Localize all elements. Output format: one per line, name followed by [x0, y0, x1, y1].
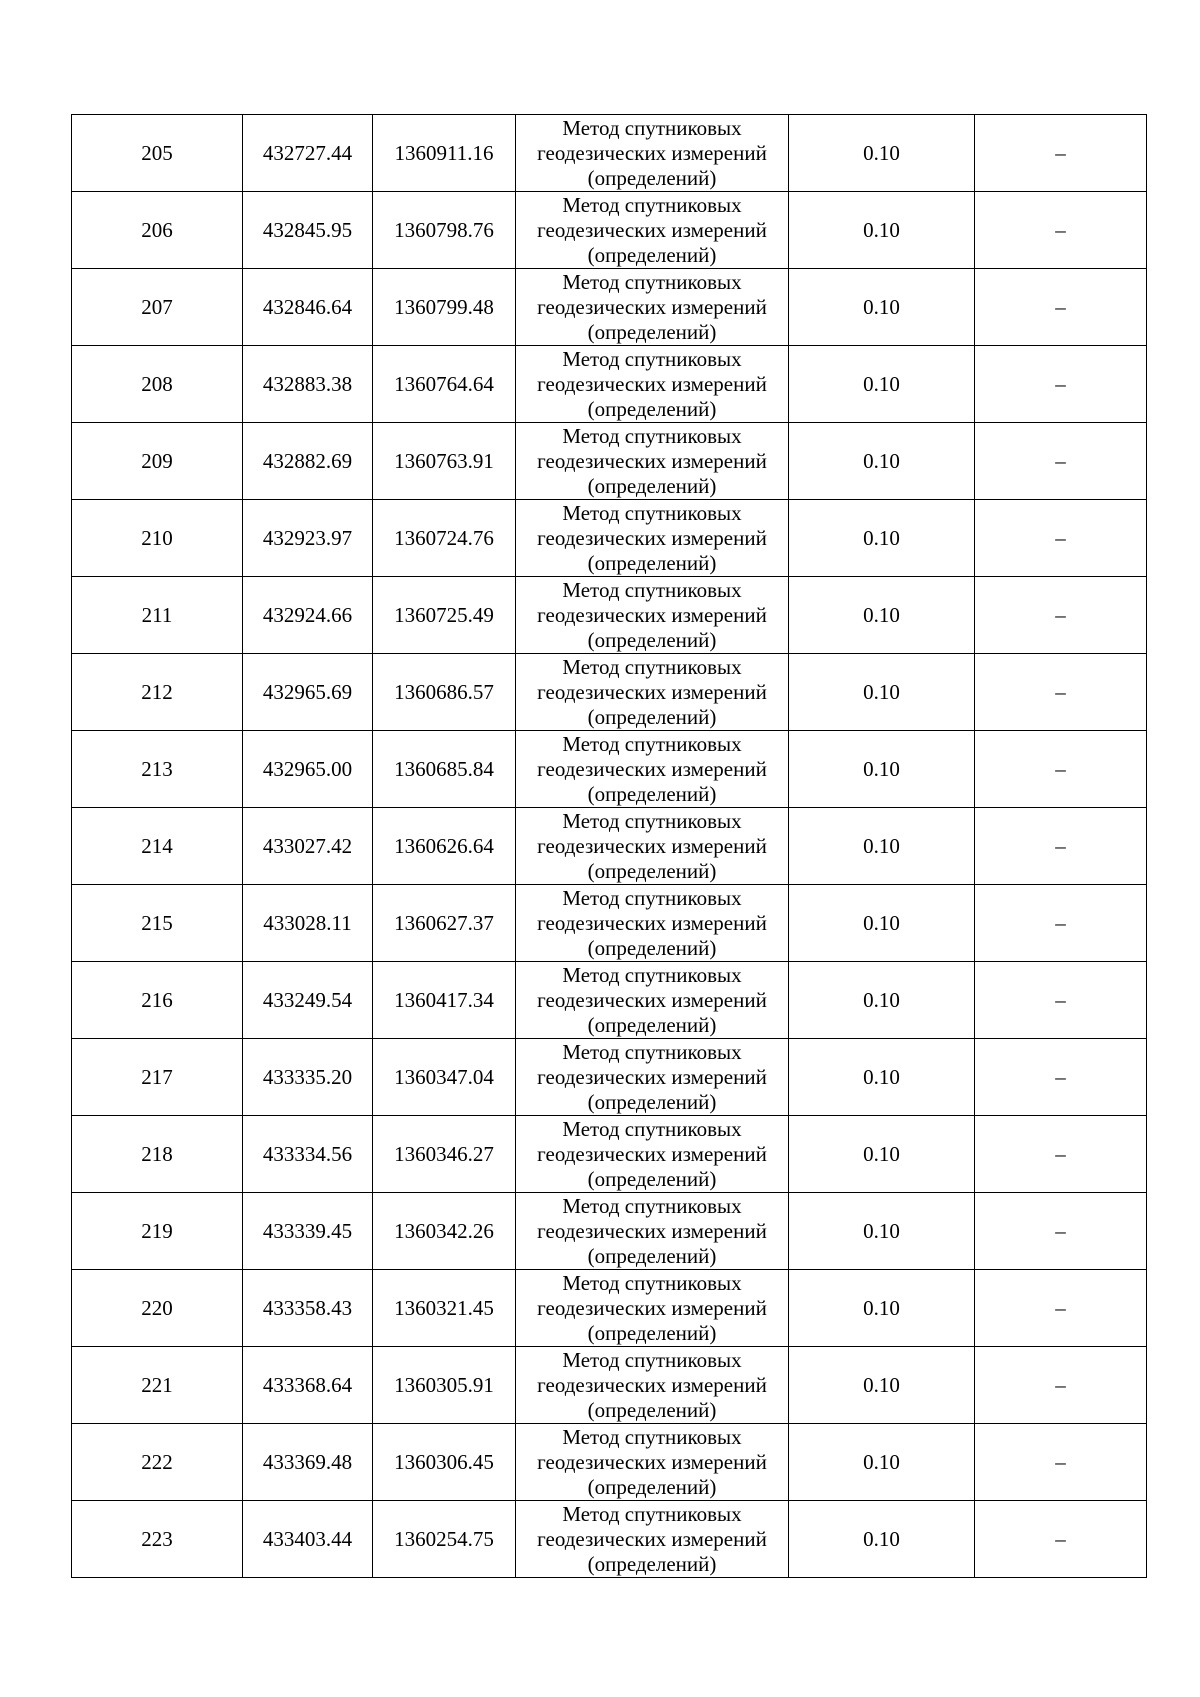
accuracy-text: 0.10 [863, 525, 900, 550]
point-number-cell [72, 885, 243, 962]
method-cell [516, 1347, 789, 1424]
accuracy-cell [789, 1501, 975, 1578]
x-coordinate-text: 432965.00 [262, 756, 353, 781]
y-coordinate-cell [373, 731, 516, 808]
y-coordinate-cell [373, 1039, 516, 1116]
accuracy-text: 0.10 [863, 1218, 900, 1243]
x-coordinate-text: 432846.64 [262, 294, 353, 319]
method-cell [516, 1193, 789, 1270]
table-row [72, 346, 1147, 423]
description-text: – [1055, 140, 1066, 165]
accuracy-cell [789, 1039, 975, 1116]
point-number-cell [72, 500, 243, 577]
y-coordinate-cell [373, 115, 516, 192]
x-coordinate-text: 433334.56 [262, 1141, 353, 1166]
y-coordinate-text: 1360724.76 [394, 525, 494, 550]
method-text: Метод спутниковых геодезических измерений (определений) [537, 1424, 767, 1499]
point-number-cell [72, 731, 243, 808]
accuracy-text: 0.10 [863, 756, 900, 781]
y-coordinate-text: 1360799.48 [394, 294, 494, 319]
method-cell [516, 808, 789, 885]
point-number-cell [72, 962, 243, 1039]
method-cell [516, 1424, 789, 1501]
accuracy-text: 0.10 [863, 294, 900, 319]
method-text: Метод спутниковых геодезических измерений (определений) [537, 500, 767, 575]
method-text: Метод спутниковых геодезических измерений (определений) [537, 1347, 767, 1422]
point-number-text: 217 [141, 1064, 173, 1089]
method-cell [516, 269, 789, 346]
accuracy-text: 0.10 [863, 1064, 900, 1089]
accuracy-cell [789, 654, 975, 731]
x-coordinate-cell [243, 115, 373, 192]
y-coordinate-text: 1360911.16 [394, 140, 494, 165]
y-coordinate-text: 1360306.45 [394, 1449, 494, 1474]
y-coordinate-text: 1360321.45 [394, 1295, 494, 1320]
point-number-text: 216 [141, 987, 173, 1012]
x-coordinate-text: 432965.69 [262, 679, 353, 704]
point-number-text: 215 [141, 910, 173, 935]
method-text: Метод спутниковых геодезических измерений (определений) [537, 346, 767, 421]
x-coordinate-cell [243, 962, 373, 1039]
accuracy-cell [789, 346, 975, 423]
description-text: – [1055, 1218, 1066, 1243]
accuracy-cell [789, 115, 975, 192]
description-text: – [1055, 833, 1066, 858]
table-row [72, 808, 1147, 885]
method-cell [516, 500, 789, 577]
accuracy-text: 0.10 [863, 448, 900, 473]
point-number-cell [72, 423, 243, 500]
point-number-text: 211 [141, 602, 173, 627]
description-text: – [1055, 1449, 1066, 1474]
table-row [72, 885, 1147, 962]
x-coordinate-text: 432924.66 [262, 602, 353, 627]
description-cell [975, 885, 1147, 962]
x-coordinate-text: 433249.54 [262, 987, 353, 1012]
accuracy-cell [789, 269, 975, 346]
method-text: Метод спутниковых геодезических измерений (определений) [537, 269, 767, 344]
x-coordinate-text: 433028.11 [263, 910, 352, 935]
x-coordinate-cell [243, 346, 373, 423]
method-cell [516, 1270, 789, 1347]
point-number-text: 221 [141, 1372, 173, 1397]
table-row [72, 1347, 1147, 1424]
description-text: – [1055, 987, 1066, 1012]
y-coordinate-text: 1360417.34 [394, 987, 494, 1012]
table-row [72, 962, 1147, 1039]
y-coordinate-text: 1360763.91 [394, 448, 494, 473]
point-number-cell [72, 1424, 243, 1501]
description-cell [975, 1270, 1147, 1347]
accuracy-cell [789, 1270, 975, 1347]
x-coordinate-cell [243, 654, 373, 731]
x-coordinate-cell [243, 1039, 373, 1116]
x-coordinate-text: 432883.38 [262, 371, 353, 396]
description-text: – [1055, 679, 1066, 704]
accuracy-text: 0.10 [863, 910, 900, 935]
y-coordinate-cell [373, 192, 516, 269]
method-text: Метод спутниковых геодезических измерений (определений) [537, 192, 767, 267]
point-number-text: 212 [141, 679, 173, 704]
y-coordinate-cell [373, 1424, 516, 1501]
method-text: Метод спутниковых геодезических измерений (определений) [537, 577, 767, 652]
point-number-cell [72, 1193, 243, 1270]
description-text: – [1055, 217, 1066, 242]
accuracy-cell [789, 885, 975, 962]
method-text: Метод спутниковых геодезических измерений (определений) [537, 808, 767, 883]
table-row [72, 500, 1147, 577]
method-cell [516, 1501, 789, 1578]
accuracy-text: 0.10 [863, 833, 900, 858]
accuracy-text: 0.10 [863, 140, 900, 165]
accuracy-cell [789, 808, 975, 885]
description-text: – [1055, 525, 1066, 550]
point-number-text: 223 [141, 1526, 173, 1551]
accuracy-text: 0.10 [863, 602, 900, 627]
description-cell [975, 1193, 1147, 1270]
y-coordinate-text: 1360254.75 [394, 1526, 494, 1551]
table-row [72, 1270, 1147, 1347]
description-text: – [1055, 1526, 1066, 1551]
accuracy-cell [789, 1116, 975, 1193]
method-text: Метод спутниковых геодезических измерений (определений) [537, 115, 767, 190]
table-row [72, 1116, 1147, 1193]
y-coordinate-text: 1360798.76 [394, 217, 494, 242]
accuracy-cell [789, 731, 975, 808]
point-number-cell [72, 269, 243, 346]
method-text: Метод спутниковых геодезических измерений (определений) [537, 1501, 767, 1576]
method-text: Метод спутниковых геодезических измерений (определений) [537, 1116, 767, 1191]
description-cell [975, 500, 1147, 577]
accuracy-cell [789, 577, 975, 654]
description-cell [975, 1347, 1147, 1424]
table-row [72, 731, 1147, 808]
y-coordinate-text: 1360305.91 [394, 1372, 494, 1397]
method-text: Метод спутниковых геодезических измерений (определений) [537, 1193, 767, 1268]
table-row [72, 192, 1147, 269]
x-coordinate-text: 433368.64 [262, 1372, 353, 1397]
point-number-cell [72, 1039, 243, 1116]
y-coordinate-text: 1360627.37 [394, 910, 494, 935]
table-row [72, 115, 1147, 192]
description-cell [975, 577, 1147, 654]
point-number-cell [72, 1501, 243, 1578]
y-coordinate-text: 1360686.57 [394, 679, 494, 704]
x-coordinate-cell [243, 423, 373, 500]
y-coordinate-cell [373, 654, 516, 731]
description-cell [975, 192, 1147, 269]
point-number-text: 213 [141, 756, 173, 781]
y-coordinate-cell [373, 1347, 516, 1424]
description-text: – [1055, 1064, 1066, 1089]
table-row [72, 1424, 1147, 1501]
accuracy-cell [789, 192, 975, 269]
accuracy-cell [789, 962, 975, 1039]
point-number-text: 210 [141, 525, 173, 550]
accuracy-text: 0.10 [863, 1449, 900, 1474]
x-coordinate-text: 433335.20 [262, 1064, 353, 1089]
description-cell [975, 346, 1147, 423]
point-number-text: 206 [141, 217, 173, 242]
table-row [72, 654, 1147, 731]
table-row [72, 1039, 1147, 1116]
method-text: Метод спутниковых геодезических измерений (определений) [537, 962, 767, 1037]
x-coordinate-cell [243, 500, 373, 577]
description-cell [975, 269, 1147, 346]
method-cell [516, 577, 789, 654]
description-text: – [1055, 448, 1066, 473]
point-number-text: 205 [141, 140, 173, 165]
method-cell [516, 962, 789, 1039]
point-number-cell [72, 808, 243, 885]
description-cell [975, 962, 1147, 1039]
accuracy-text: 0.10 [863, 1141, 900, 1166]
method-text: Метод спутниковых геодезических измерений (определений) [537, 1270, 767, 1345]
y-coordinate-cell [373, 962, 516, 1039]
accuracy-text: 0.10 [863, 371, 900, 396]
accuracy-cell [789, 1193, 975, 1270]
x-coordinate-text: 433027.42 [262, 833, 353, 858]
description-cell [975, 654, 1147, 731]
x-coordinate-cell [243, 1193, 373, 1270]
x-coordinate-cell [243, 1270, 373, 1347]
y-coordinate-text: 1360626.64 [394, 833, 494, 858]
point-number-text: 218 [141, 1141, 173, 1166]
x-coordinate-cell [243, 192, 373, 269]
y-coordinate-cell [373, 808, 516, 885]
method-text: Метод спутниковых геодезических измерений (определений) [537, 885, 767, 960]
accuracy-text: 0.10 [863, 987, 900, 1012]
method-cell [516, 1116, 789, 1193]
y-coordinate-text: 1360346.27 [394, 1141, 494, 1166]
x-coordinate-text: 433339.45 [262, 1218, 353, 1243]
y-coordinate-cell [373, 1270, 516, 1347]
point-number-cell [72, 654, 243, 731]
y-coordinate-text: 1360725.49 [394, 602, 494, 627]
x-coordinate-text: 432845.95 [262, 217, 353, 242]
table-row [72, 577, 1147, 654]
table-row [72, 1193, 1147, 1270]
point-number-text: 214 [141, 833, 173, 858]
method-cell [516, 731, 789, 808]
accuracy-text: 0.10 [863, 217, 900, 242]
y-coordinate-cell [373, 346, 516, 423]
point-number-cell [72, 115, 243, 192]
point-number-text: 219 [141, 1218, 173, 1243]
description-cell [975, 1501, 1147, 1578]
method-cell [516, 1039, 789, 1116]
y-coordinate-text: 1360342.26 [394, 1218, 494, 1243]
y-coordinate-text: 1360764.64 [394, 371, 494, 396]
x-coordinate-cell [243, 1347, 373, 1424]
accuracy-cell [789, 500, 975, 577]
x-coordinate-text: 433369.48 [262, 1449, 353, 1474]
description-cell [975, 1424, 1147, 1501]
method-cell [516, 654, 789, 731]
x-coordinate-text: 432882.69 [262, 448, 353, 473]
accuracy-text: 0.10 [863, 1526, 900, 1551]
point-number-cell [72, 577, 243, 654]
x-coordinate-text: 433403.44 [262, 1526, 353, 1551]
point-number-text: 222 [141, 1449, 173, 1474]
description-text: – [1055, 371, 1066, 396]
y-coordinate-cell [373, 1501, 516, 1578]
coordinates-table-body [72, 115, 1147, 1578]
y-coordinate-cell [373, 423, 516, 500]
y-coordinate-cell [373, 1193, 516, 1270]
description-cell [975, 1039, 1147, 1116]
x-coordinate-cell [243, 808, 373, 885]
point-number-cell [72, 1270, 243, 1347]
x-coordinate-cell [243, 1116, 373, 1193]
method-text: Метод спутниковых геодезических измерений (определений) [537, 654, 767, 729]
description-cell [975, 808, 1147, 885]
description-text: – [1055, 1141, 1066, 1166]
description-cell [975, 1116, 1147, 1193]
x-coordinate-text: 433358.43 [262, 1295, 353, 1320]
table-row [72, 269, 1147, 346]
description-text: – [1055, 910, 1066, 935]
point-number-text: 220 [141, 1295, 173, 1320]
method-text: Метод спутниковых геодезических измерений (определений) [537, 1039, 767, 1114]
y-coordinate-cell [373, 1116, 516, 1193]
y-coordinate-cell [373, 500, 516, 577]
x-coordinate-cell [243, 577, 373, 654]
x-coordinate-cell [243, 1501, 373, 1578]
method-cell [516, 885, 789, 962]
description-text: – [1055, 756, 1066, 781]
point-number-cell [72, 1347, 243, 1424]
table-row [72, 1501, 1147, 1578]
point-number-cell [72, 346, 243, 423]
x-coordinate-cell [243, 885, 373, 962]
y-coordinate-cell [373, 885, 516, 962]
accuracy-text: 0.10 [863, 679, 900, 704]
y-coordinate-cell [373, 269, 516, 346]
description-text: – [1055, 1372, 1066, 1397]
description-cell [975, 423, 1147, 500]
description-text: – [1055, 1295, 1066, 1320]
description-text: – [1055, 602, 1066, 627]
point-number-text: 207 [141, 294, 173, 319]
point-number-cell [72, 1116, 243, 1193]
accuracy-cell [789, 1424, 975, 1501]
description-cell [975, 115, 1147, 192]
y-coordinate-text: 1360685.84 [394, 756, 494, 781]
description-text: – [1055, 294, 1066, 319]
y-coordinate-cell [373, 577, 516, 654]
description-cell [975, 731, 1147, 808]
point-number-text: 209 [141, 448, 173, 473]
accuracy-cell [789, 1347, 975, 1424]
x-coordinate-cell [243, 731, 373, 808]
x-coordinate-cell [243, 269, 373, 346]
y-coordinate-text: 1360347.04 [394, 1064, 494, 1089]
method-cell [516, 192, 789, 269]
method-text: Метод спутниковых геодезических измерений (определений) [537, 731, 767, 806]
accuracy-cell [789, 423, 975, 500]
x-coordinate-text: 432923.97 [262, 525, 353, 550]
method-cell [516, 423, 789, 500]
point-number-cell [72, 192, 243, 269]
method-cell [516, 115, 789, 192]
table-row [72, 423, 1147, 500]
x-coordinate-cell [243, 1424, 373, 1501]
accuracy-text: 0.10 [863, 1295, 900, 1320]
coordinates-table [71, 114, 1147, 1578]
method-text: Метод спутниковых геодезических измерений (определений) [537, 423, 767, 498]
point-number-text: 208 [141, 371, 173, 396]
accuracy-text: 0.10 [863, 1372, 900, 1397]
x-coordinate-text: 432727.44 [262, 140, 353, 165]
method-cell [516, 346, 789, 423]
